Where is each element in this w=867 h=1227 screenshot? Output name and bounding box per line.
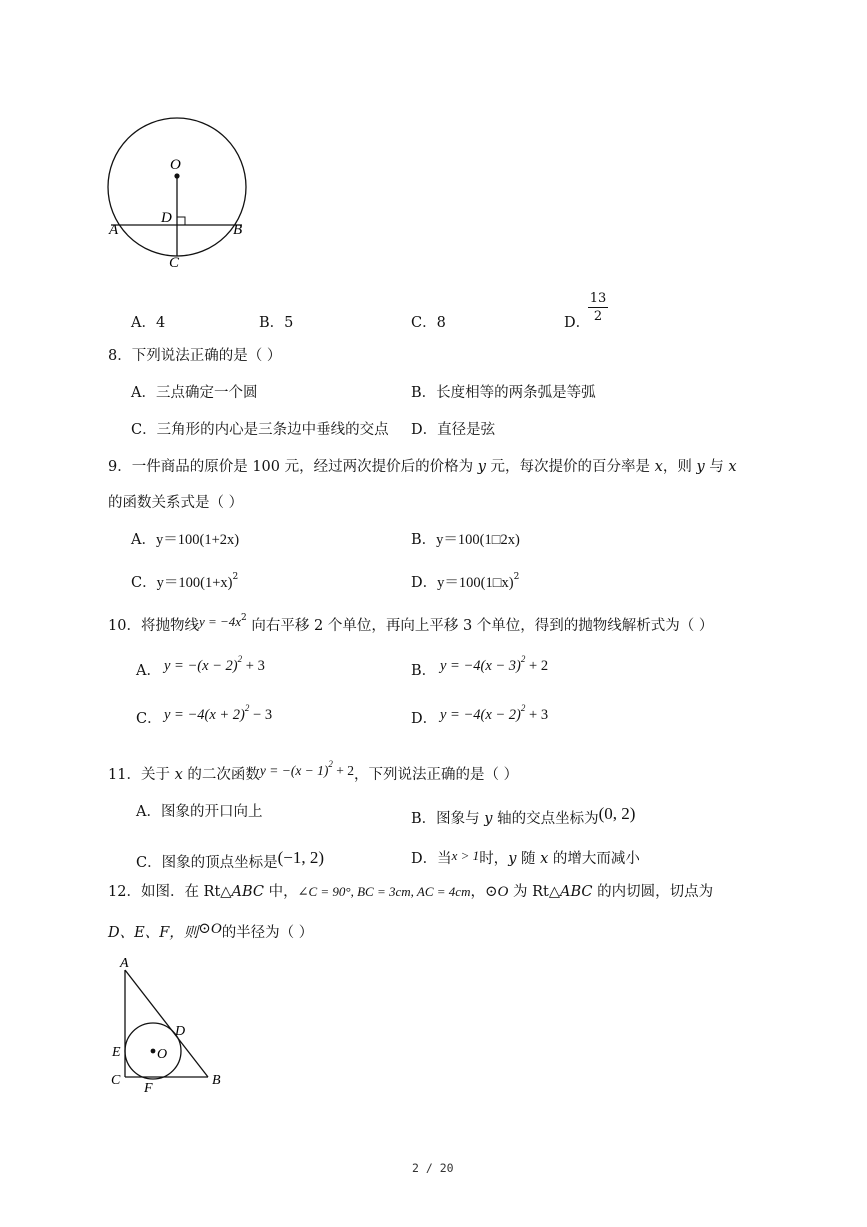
expr-main: y = −4(x − 2) (440, 707, 521, 723)
q12-circle-symbol: ⊙O (484, 884, 509, 900)
label-a: A (120, 956, 129, 971)
q10-option-a-label: A． (136, 663, 161, 679)
q12-stem-part: D、E、F，则 (108, 925, 199, 941)
eq-main: y = −(x − 1) (259, 763, 329, 778)
option-point: (−1, 2) (277, 848, 325, 867)
label-d: D (175, 1024, 186, 1039)
option-var-y: y (484, 811, 493, 827)
expr-tail: + 3 (525, 707, 549, 723)
option-label: C． (131, 575, 157, 591)
q10-option-b-expr (440, 655, 548, 674)
q10-stem (108, 614, 713, 634)
q12-stem-part: 的内切圆，切点为 (597, 884, 714, 900)
fraction-denominator: 2 (593, 309, 603, 324)
label-e: E (112, 1045, 121, 1060)
expr-exponent: 2 (520, 703, 526, 713)
q9-var-x: x (728, 459, 737, 475)
q11-var-x: x (174, 767, 183, 783)
label-o: O (157, 1047, 168, 1062)
q10-option-d-expr (440, 704, 548, 723)
label-b: B (233, 222, 243, 238)
q8-option-c: C．三角形的内心是三条边中垂线的交点 (131, 422, 389, 438)
fraction-numerator: 13 (589, 291, 607, 306)
q12-stem-line2 (108, 922, 313, 941)
q12-triangle-name: ABC (231, 884, 264, 900)
q12-stem (108, 885, 713, 900)
q9-stem-part: 与 (709, 459, 724, 475)
expr-tail: − 3 (249, 707, 273, 723)
q9-stem-part: 9．一件商品的原价是 100 元，经过两次提价后的价格为 (108, 459, 474, 475)
eq-exponent: 2 (328, 759, 333, 769)
q11-stem-part: 11．关于 (108, 767, 170, 783)
expr-tail: + 3 (242, 658, 265, 674)
option-expr: y＝100(1□x) (437, 575, 514, 591)
option-text: 的增大而减小 (552, 851, 640, 867)
option-var-y: y (508, 851, 517, 867)
label-b: B (212, 1073, 221, 1088)
q8-option-a: A．三点确定一个圆 (131, 385, 258, 401)
expr-exponent: 2 (520, 654, 526, 664)
q7-option-a: A．4 (131, 315, 166, 331)
label-d: D (161, 210, 172, 226)
option-expr: y＝100(1+x) (156, 575, 233, 591)
q9-var-y: y (477, 459, 486, 475)
option-label: B． (411, 532, 437, 548)
q10-stem-part: 向右平移 2 个单位，再向上平移 3 个单位，得到的抛物线解析式为（ ） (251, 618, 714, 634)
q9-option-b (411, 533, 520, 548)
q11-stem-part: ，下列说法正确的是（ ） (354, 767, 519, 783)
option-label: D． (411, 575, 438, 591)
expr-main: y = −4(x + 2) (164, 707, 245, 723)
q7-option-d-fraction (588, 292, 608, 323)
expr-main: y = −4(x − 3) (440, 658, 521, 674)
q12-stem-part: 的半径为（ ） (221, 925, 314, 941)
eq-tail: + 2 (332, 763, 355, 778)
q12-conditions: ∠C = 90°, BC = 3cm, AC = 4cm (297, 884, 471, 899)
option-text: 时， (479, 851, 509, 867)
q9-stem-part: 元，每次提价的百分率是 (490, 459, 651, 475)
label-c: C (169, 255, 180, 271)
label-f: F (144, 1081, 153, 1096)
q12-circle-symbol: ⊙O (198, 921, 222, 937)
q9-stem-line2: 的函数关系式是（ ） (108, 495, 244, 511)
q9-var-y: y (696, 459, 705, 475)
option-expr: y＝100(1□2x) (436, 532, 520, 548)
label-a: A (109, 222, 119, 238)
q10-option-c-label: C． (136, 711, 162, 727)
option-exponent: 2 (232, 572, 239, 582)
page-number: 2 / 20 (412, 1161, 454, 1175)
option-condition: x > 1 (451, 848, 480, 863)
q9-option-a (131, 533, 239, 548)
q10-option-b-label: B． (411, 663, 437, 679)
option-expr: y＝100(1+2x) (155, 532, 240, 548)
q8-stem: 8．下列说法正确的是（ ） (108, 348, 282, 364)
q10-option-a-expr (164, 655, 265, 674)
option-text: C．图象的顶点坐标是 (136, 855, 278, 871)
q11-option-d (411, 849, 640, 867)
q9-stem (108, 460, 737, 475)
q11-stem-part: 的二次函数 (187, 767, 260, 783)
q9-option-c (131, 573, 238, 591)
label-o: O (170, 157, 181, 173)
option-exponent: 2 (513, 572, 520, 582)
option-text: B．图象与 (411, 811, 480, 827)
expr-exponent: 2 (244, 703, 250, 713)
q7-option-b: B．5 (259, 315, 294, 331)
q12-stem-part: 中， (268, 884, 298, 900)
fraction-bar (588, 307, 608, 308)
q11-stem (108, 760, 518, 783)
label-c: C (111, 1073, 121, 1088)
option-var-x: x (540, 851, 549, 867)
q12-stem-part: 为 Rt△ (512, 884, 560, 900)
expr-tail: + 2 (525, 658, 549, 674)
q11-option-b (411, 805, 635, 827)
q9-stem-part: ，则 (662, 459, 692, 475)
q12-stem-part: 12．如图．在 Rt△ (108, 884, 232, 900)
q9-var-x: x (654, 459, 663, 475)
triangle-incircle-figure (108, 950, 238, 1100)
option-text: 轴的交点坐标为 (497, 811, 599, 827)
q12-stem-part: ， (470, 884, 485, 900)
q10-stem-equation: y = −4x (198, 614, 242, 629)
q8-option-d: D．直径是弦 (411, 422, 496, 438)
q10-stem-exponent: 2 (241, 613, 247, 623)
option-point: (0, 2) (598, 804, 636, 823)
option-text: D．当 (411, 851, 452, 867)
expr-exponent: 2 (237, 654, 243, 664)
q7-option-d-label: D． (564, 315, 591, 331)
q8-option-b: B．长度相等的两条弧是等弧 (411, 385, 596, 401)
q12-triangle-name: ABC (560, 884, 593, 900)
q11-option-c (136, 849, 324, 871)
q11-equation (259, 759, 355, 778)
q10-stem-part: 10．将抛物线 (108, 618, 199, 634)
q10-option-d-label: D． (411, 711, 438, 727)
option-text: 随 (521, 851, 536, 867)
q7-option-c: C．8 (411, 315, 446, 331)
q9-option-d (411, 573, 519, 591)
expr-main: y = −(x − 2) (164, 658, 238, 674)
option-label: A． (131, 532, 156, 548)
q10-option-c-expr (164, 704, 272, 723)
q11-option-a: A．图象的开口向上 (136, 804, 263, 820)
circle-chord-figure (100, 110, 260, 275)
